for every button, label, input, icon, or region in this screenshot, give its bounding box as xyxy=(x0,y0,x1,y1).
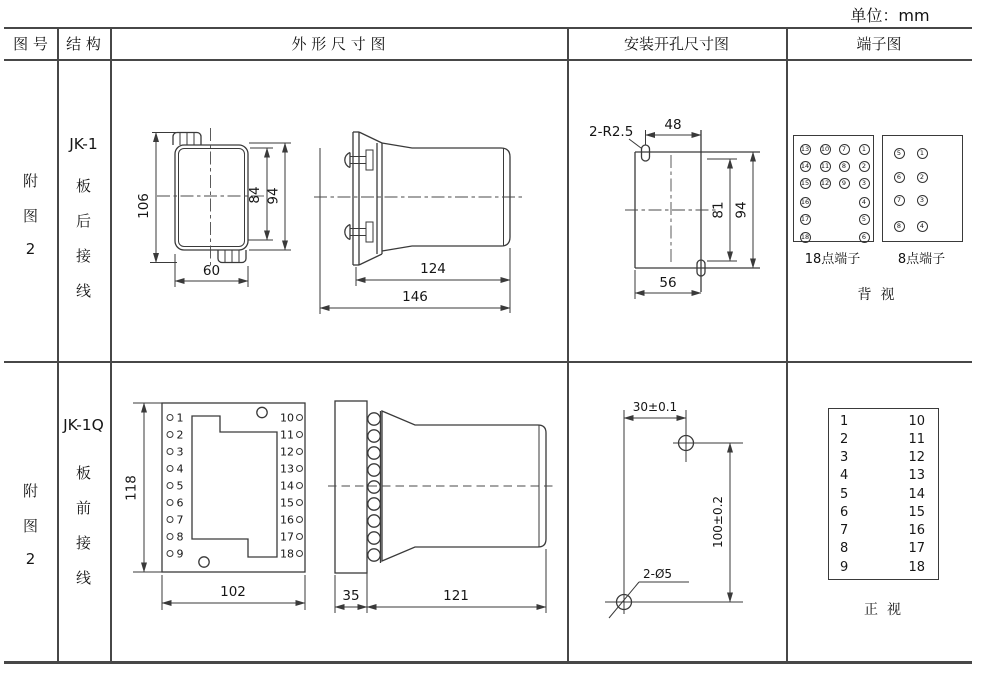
terminal-circle: 7 xyxy=(894,195,905,206)
dim-label: 124 xyxy=(420,261,446,277)
svg-text:9: 9 xyxy=(176,547,184,561)
row2-terminal-cell xyxy=(786,362,972,663)
terminal-number: 11 xyxy=(908,431,925,447)
relay-side-view xyxy=(314,132,523,314)
relay-front-view xyxy=(136,128,291,287)
svg-text:10: 10 xyxy=(280,411,294,425)
header-mounting: 安装开孔尺寸图 xyxy=(623,35,729,53)
front-view-left-terminals xyxy=(167,412,184,561)
terminal-circle: 14 xyxy=(800,161,810,170)
dim-label: 35 xyxy=(342,588,360,604)
row2-wiring-char: 接 xyxy=(75,534,91,552)
terminal-18pt-label: 18点端子 xyxy=(804,252,861,267)
terminal-circle: 2 xyxy=(859,161,870,172)
terminal-circle: 7 xyxy=(839,144,850,155)
svg-text:3: 3 xyxy=(176,445,184,459)
terminal-circle: 8 xyxy=(894,221,905,232)
terminal-circle: 3 xyxy=(917,195,928,206)
row2-mounting-drawing xyxy=(567,362,786,663)
view-direction-label: 正 视 xyxy=(864,602,901,618)
terminal-8pt-label: 8点端子 xyxy=(897,252,946,267)
top-slot xyxy=(642,145,650,161)
front-view-right-terminals xyxy=(280,412,303,561)
unit-label: 单位：mm xyxy=(850,6,930,25)
terminal-number: 17 xyxy=(908,541,925,557)
panel-flange xyxy=(335,401,367,573)
terminal-circle: 3 xyxy=(859,178,870,189)
screw-hole xyxy=(257,407,267,417)
terminal-number: 14 xyxy=(908,486,925,502)
svg-text:16: 16 xyxy=(280,513,294,527)
terminal-number: 15 xyxy=(908,504,925,520)
terminal-number: 13 xyxy=(908,468,925,484)
terminal-number: 3 xyxy=(840,450,849,465)
terminal-number: 5 xyxy=(840,486,849,502)
terminal-circle: 13 xyxy=(800,144,810,153)
row1-mounting-drawing xyxy=(567,60,786,362)
row1-wiring-char: 接 xyxy=(75,247,91,265)
screw-hole xyxy=(199,557,209,567)
svg-text:14: 14 xyxy=(280,479,294,493)
header-structure: 结 构 xyxy=(66,35,101,53)
terminal-block-front xyxy=(828,408,939,580)
terminal-circle: 11 xyxy=(820,161,830,170)
dim-label: 81 xyxy=(710,201,727,219)
terminal-circle: 6 xyxy=(894,172,905,183)
terminal-number: 12 xyxy=(908,450,925,465)
dim-label: 102 xyxy=(220,584,246,600)
row1-terminal-cell xyxy=(786,60,972,362)
terminal-circle: 17 xyxy=(800,214,810,223)
terminal-circle: 2 xyxy=(917,172,928,183)
terminal-circle: 15 xyxy=(800,178,810,187)
terminal-number: 9 xyxy=(840,559,849,575)
row2-fig-char: 2 xyxy=(25,550,36,568)
row1-wiring-char: 线 xyxy=(75,282,91,300)
terminal-circle: 1 xyxy=(917,148,928,159)
row1-outline-drawing xyxy=(110,60,567,362)
terminal-number: 2 xyxy=(840,431,849,447)
row2-model: JK-1Q xyxy=(63,416,104,434)
svg-text:18: 18 xyxy=(280,547,294,561)
svg-text:12: 12 xyxy=(280,445,294,459)
terminal-circle: 5 xyxy=(859,214,870,225)
dim-label: 121 xyxy=(443,588,469,604)
terminal-circle: 12 xyxy=(820,178,830,187)
terminal-circle: 4 xyxy=(917,221,928,232)
terminal-circle: 6 xyxy=(859,232,870,243)
row1-fig-char: 图 xyxy=(22,207,38,225)
terminal-number: 6 xyxy=(840,504,849,520)
dim-label: 146 xyxy=(402,289,428,305)
svg-text:6: 6 xyxy=(176,496,184,510)
terminal-block-18pt xyxy=(793,135,874,242)
terminal-circle: 1 xyxy=(859,144,870,155)
header-outline: 外 形 尺 寸 图 xyxy=(291,35,386,53)
terminal-number: 10 xyxy=(908,413,925,429)
dim-label: 106 xyxy=(136,193,152,219)
row1-wiring-char: 板 xyxy=(75,177,91,195)
terminal-circle: 4 xyxy=(859,197,870,208)
svg-text:8: 8 xyxy=(176,530,184,544)
terminal-number: 7 xyxy=(840,523,849,538)
relay-front-view xyxy=(124,403,306,610)
svg-text:7: 7 xyxy=(176,513,184,527)
row2-wiring-char: 板 xyxy=(75,464,91,482)
terminal-number: 8 xyxy=(840,541,849,557)
terminal-circle: 5 xyxy=(894,148,905,159)
dim-label: 30±0.1 xyxy=(632,400,678,414)
terminal-circle: 10 xyxy=(820,144,830,153)
terminal-number: 16 xyxy=(908,523,925,538)
row2-fig-char: 图 xyxy=(22,517,38,535)
slot-radius-label: 2-R2.5 xyxy=(589,124,634,140)
row2-wiring-char: 线 xyxy=(75,569,91,587)
dim-label: 84 xyxy=(247,186,263,204)
dim-label: 94 xyxy=(733,201,750,219)
dim-label: 100±0.2 xyxy=(711,495,725,549)
terminal-circle: 9 xyxy=(839,178,850,189)
dim-label: 56 xyxy=(659,275,677,291)
dim-label: 94 xyxy=(265,187,282,205)
inner-plate xyxy=(192,416,277,557)
row1-model: JK-1 xyxy=(69,135,98,153)
terminal-number: 4 xyxy=(840,468,849,484)
svg-text:15: 15 xyxy=(280,496,294,510)
dim-label: 60 xyxy=(202,263,221,279)
terminal-circle: 16 xyxy=(800,197,810,206)
row2-outline-drawing xyxy=(110,362,567,663)
dim-label: 48 xyxy=(664,117,682,133)
svg-text:2: 2 xyxy=(176,428,184,442)
row1-wiring-char: 后 xyxy=(75,212,91,230)
terminal-screws xyxy=(368,413,380,561)
row1-fig-char: 2 xyxy=(25,240,36,258)
terminal-number: 18 xyxy=(908,559,925,575)
terminal-number: 1 xyxy=(840,413,849,429)
svg-text:4: 4 xyxy=(176,462,184,476)
table-top-border xyxy=(4,27,972,29)
terminal-circle: 18 xyxy=(800,232,810,241)
relay-side-view xyxy=(328,401,557,613)
svg-text:13: 13 xyxy=(280,462,294,476)
hole-diameter-label: 2-Ø5 xyxy=(643,567,673,581)
svg-text:1: 1 xyxy=(176,411,184,425)
dim-label: 118 xyxy=(123,475,140,501)
terminal-circle: 8 xyxy=(839,161,850,172)
view-direction-label: 背 视 xyxy=(857,287,895,303)
row2-fig-char: 附 xyxy=(22,482,38,500)
terminal-block-8pt xyxy=(882,135,963,242)
svg-text:5: 5 xyxy=(176,479,184,493)
svg-text:17: 17 xyxy=(280,530,294,544)
header-fig-no: 图 号 xyxy=(13,35,48,53)
row1-fig-char: 附 xyxy=(22,172,38,190)
header-terminal: 端子图 xyxy=(856,35,902,53)
svg-text:11: 11 xyxy=(280,428,294,442)
row2-wiring-char: 前 xyxy=(75,499,91,517)
